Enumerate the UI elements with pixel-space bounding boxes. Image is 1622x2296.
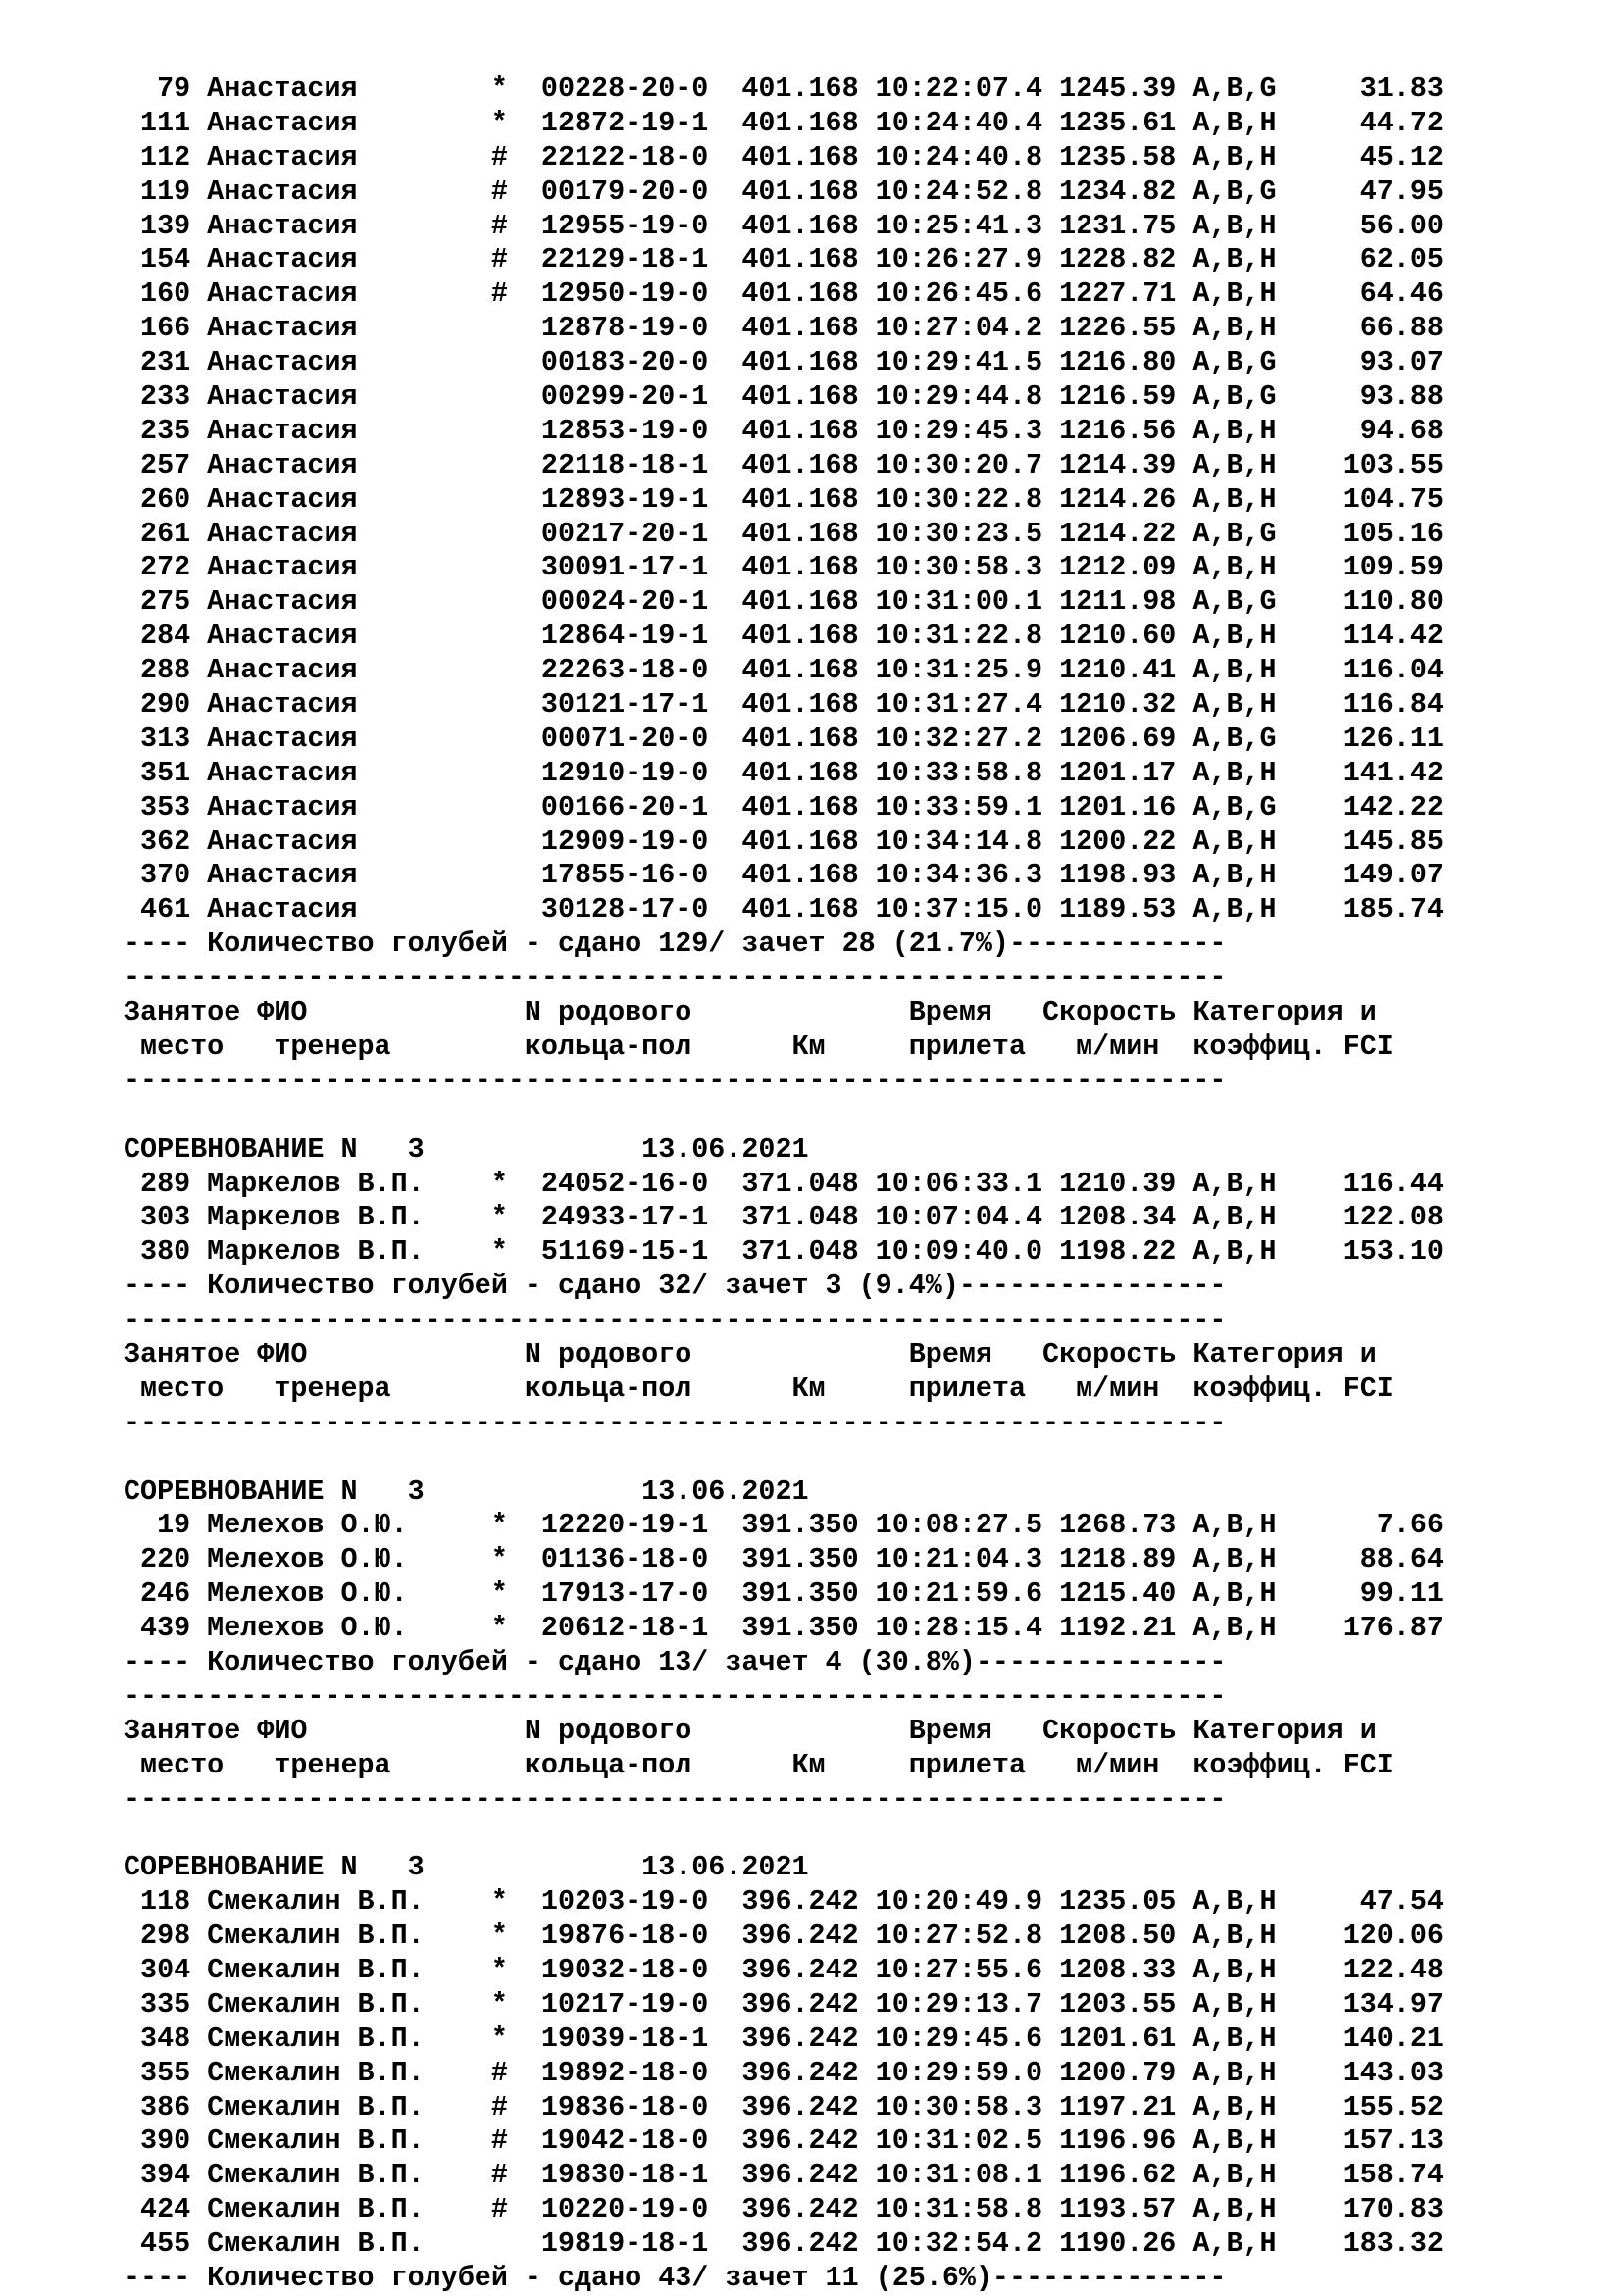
result-row: 353 Анастасия 00166-20-1 401.168 10:33:59.1 1201.16 A,B,G 142.22 bbox=[124, 790, 1444, 824]
result-row: 455 Смекалин В.П. 19819-18-1 396.242 10:32:54.2 1190.26 A,B,H 183.32 bbox=[124, 2227, 1444, 2261]
column-header-line1: Занятое ФИО N родового Время Скорость Категория и bbox=[124, 1337, 1377, 1371]
result-row: 246 Мелехов О.Ю. * 17913-17-0 391.350 10:21:59.6 1215.40 A,B,H 99.11 bbox=[124, 1577, 1444, 1611]
column-header-line2: место тренера кольца-пол Км прилета м/мин коэффиц. FCI bbox=[124, 1372, 1394, 1405]
result-row: 79 Анастасия * 00228-20-0 401.168 10:22:07.4 1245.39 A,B,G 31.83 bbox=[124, 73, 1444, 105]
competition-title: СОРЕВНОВАНИЕ N 3 13.06.2021 bbox=[124, 1132, 809, 1166]
section-summary: ---- Количество голубей - сдано 32/ зачет 3 (9.4%)---------------- bbox=[124, 1270, 1227, 1303]
result-row: 390 Смекалин В.П. # 19042-18-0 396.242 10:31:02.5 1196.96 A,B,H 157.13 bbox=[124, 2124, 1444, 2158]
result-row: 351 Анастасия 12910-19-0 401.168 10:33:58.8 1201.17 A,B,H 141.42 bbox=[124, 756, 1444, 789]
result-row: 112 Анастасия # 22122-18-0 401.168 10:24:40.8 1235.58 A,B,H 45.12 bbox=[124, 140, 1444, 174]
separator-line: ------------------------------------------------------------------ bbox=[124, 962, 1227, 995]
result-row: 160 Анастасия # 12950-19-0 401.168 10:26:45.6 1227.71 A,B,H 64.46 bbox=[124, 277, 1444, 311]
result-row: 272 Анастасия 30091-17-1 401.168 10:30:58.3 1212.09 A,B,H 109.59 bbox=[124, 551, 1444, 584]
blank-line bbox=[124, 1817, 1444, 1851]
result-row: 288 Анастасия 22263-18-0 401.168 10:31:25.9 1210.41 A,B,H 116.04 bbox=[124, 654, 1444, 687]
result-row: 290 Анастасия 30121-17-1 401.168 10:31:27.4 1210.32 A,B,H 116.84 bbox=[124, 688, 1444, 722]
section-summary: ---- Количество голубей - сдано 13/ зачет 4 (30.8%)--------------- bbox=[124, 1645, 1227, 1678]
result-row: 111 Анастасия * 12872-19-1 401.168 10:24:40.4 1235.61 A,B,H 44.72 bbox=[124, 106, 1444, 139]
column-header-line2: место тренера кольца-пол Км прилета м/мин коэффиц. FCI bbox=[124, 1029, 1394, 1063]
result-row: 275 Анастасия 00024-20-1 401.168 10:31:00.1 1211.98 A,B,G 110.80 bbox=[124, 585, 1444, 619]
section-summary: ---- Количество голубей - сдано 129/ зачет 28 (21.7%)------------- bbox=[124, 927, 1227, 961]
result-row: 335 Смекалин В.П. * 10217-19-0 396.242 10:29:13.7 1203.55 A,B,H 134.97 bbox=[124, 1987, 1444, 2021]
result-row: 380 Маркелов В.П. * 51169-15-1 371.048 10:09:40.0 1198.22 A,B,H 153.10 bbox=[124, 1235, 1444, 1269]
result-row: 298 Смекалин В.П. * 19876-18-0 396.242 10:27:52.8 1208.50 A,B,H 120.06 bbox=[124, 1920, 1444, 1953]
result-row: 19 Мелехов О.Ю. * 12220-19-1 391.350 10:08:27.5 1268.73 A,B,H 7.66 bbox=[124, 1509, 1444, 1542]
blank-line bbox=[124, 1099, 1444, 1133]
result-row: 355 Смекалин В.П. # 19892-18-0 396.242 10:29:59.0 1200.79 A,B,H 143.03 bbox=[124, 2056, 1444, 2089]
result-row: 118 Смекалин В.П. * 10203-19-0 396.242 10:20:49.9 1235.05 A,B,H 47.54 bbox=[124, 1885, 1444, 1919]
result-row: 119 Анастасия # 00179-20-0 401.168 10:24:52.8 1234.82 A,B,G 47.95 bbox=[124, 175, 1444, 208]
result-row: 303 Маркелов В.П. * 24933-17-1 371.048 10:07:04.4 1208.34 A,B,H 122.08 bbox=[124, 1201, 1444, 1234]
blank-line bbox=[124, 1441, 1444, 1475]
separator-line: ------------------------------------------------------------------ bbox=[124, 1679, 1227, 1713]
result-row: 386 Смекалин В.П. # 19836-18-0 396.242 10:30:58.3 1197.21 A,B,H 155.52 bbox=[124, 2090, 1444, 2123]
column-header-line2: место тренера кольца-пол Км прилета м/мин коэффиц. FCI bbox=[124, 1748, 1394, 1781]
separator-line: ------------------------------------------------------------------ bbox=[124, 1304, 1227, 1337]
competition-title: СОРЕВНОВАНИЕ N 3 13.06.2021 bbox=[124, 1851, 809, 1884]
result-row: 304 Смекалин В.П. * 19032-18-0 396.242 10:27:55.6 1208.33 A,B,H 122.48 bbox=[124, 1953, 1444, 1986]
result-row: 261 Анастасия 00217-20-1 401.168 10:30:23.5 1214.22 A,B,G 105.16 bbox=[124, 517, 1444, 550]
result-row: 362 Анастасия 12909-19-0 401.168 10:34:14.8 1200.22 A,B,H 145.85 bbox=[124, 824, 1444, 858]
result-row: 235 Анастасия 12853-19-0 401.168 10:29:45.3 1216.56 A,B,H 94.68 bbox=[124, 414, 1444, 447]
result-row: 424 Смекалин В.П. # 10220-19-0 396.242 10:31:58.8 1193.57 A,B,H 170.83 bbox=[124, 2193, 1444, 2226]
competition-title: СОРЕВНОВАНИЕ N 3 13.06.2021 bbox=[124, 1474, 809, 1508]
result-row: 233 Анастасия 00299-20-1 401.168 10:29:44.8 1216.59 A,B,G 93.88 bbox=[124, 380, 1444, 414]
section-summary: ---- Количество голубей - сдано 43/ зачет 11 (25.6%)-------------- bbox=[124, 2262, 1227, 2294]
result-row: 313 Анастасия 00071-20-0 401.168 10:32:27.2 1206.69 A,B,G 126.11 bbox=[124, 722, 1444, 755]
column-header-line1: Занятое ФИО N родового Время Скорость Категория и bbox=[124, 996, 1377, 1029]
column-header-line1: Занятое ФИО N родового Время Скорость Категория и bbox=[124, 1714, 1377, 1747]
separator-line: ------------------------------------------------------------------ bbox=[124, 1064, 1227, 1097]
results-document bbox=[124, 73, 1444, 2296]
result-row: 461 Анастасия 30128-17-0 401.168 10:37:15.0 1189.53 A,B,H 185.74 bbox=[124, 893, 1444, 926]
separator-line: ------------------------------------------------------------------ bbox=[124, 1406, 1227, 1439]
result-row: 220 Мелехов О.Ю. * 01136-18-0 391.350 10:21:04.3 1218.89 A,B,H 88.64 bbox=[124, 1543, 1444, 1576]
result-row: 370 Анастасия 17855-16-0 401.168 10:34:36.3 1198.93 A,B,H 149.07 bbox=[124, 859, 1444, 892]
result-row: 348 Смекалин В.П. * 19039-18-1 396.242 10:29:45.6 1201.61 A,B,H 140.21 bbox=[124, 2021, 1444, 2055]
result-row: 257 Анастасия 22118-18-1 401.168 10:30:20.7 1214.39 A,B,H 103.55 bbox=[124, 448, 1444, 481]
result-row: 231 Анастасия 00183-20-0 401.168 10:29:41.5 1216.80 A,B,G 93.07 bbox=[124, 346, 1444, 379]
result-row: 166 Анастасия 12878-19-0 401.168 10:27:04.2 1226.55 A,B,H 66.88 bbox=[124, 312, 1444, 345]
result-row: 289 Маркелов В.П. * 24052-16-0 371.048 10:06:33.1 1210.39 A,B,H 116.44 bbox=[124, 1167, 1444, 1200]
result-row: 394 Смекалин В.П. # 19830-18-1 396.242 10:31:08.1 1196.62 A,B,H 158.74 bbox=[124, 2159, 1444, 2192]
separator-line: ------------------------------------------------------------------ bbox=[124, 1782, 1227, 1816]
result-row: 284 Анастасия 12864-19-1 401.168 10:31:22.8 1210.60 A,B,H 114.42 bbox=[124, 620, 1444, 653]
result-row: 139 Анастасия # 12955-19-0 401.168 10:25:41.3 1231.75 A,B,H 56.00 bbox=[124, 209, 1444, 242]
result-row: 439 Мелехов О.Ю. * 20612-18-1 391.350 10:28:15.4 1192.21 A,B,H 176.87 bbox=[124, 1612, 1444, 1645]
result-row: 260 Анастасия 12893-19-1 401.168 10:30:22.8 1214.26 A,B,H 104.75 bbox=[124, 482, 1444, 516]
result-row: 154 Анастасия # 22129-18-1 401.168 10:26:27.9 1228.82 A,B,H 62.05 bbox=[124, 243, 1444, 276]
